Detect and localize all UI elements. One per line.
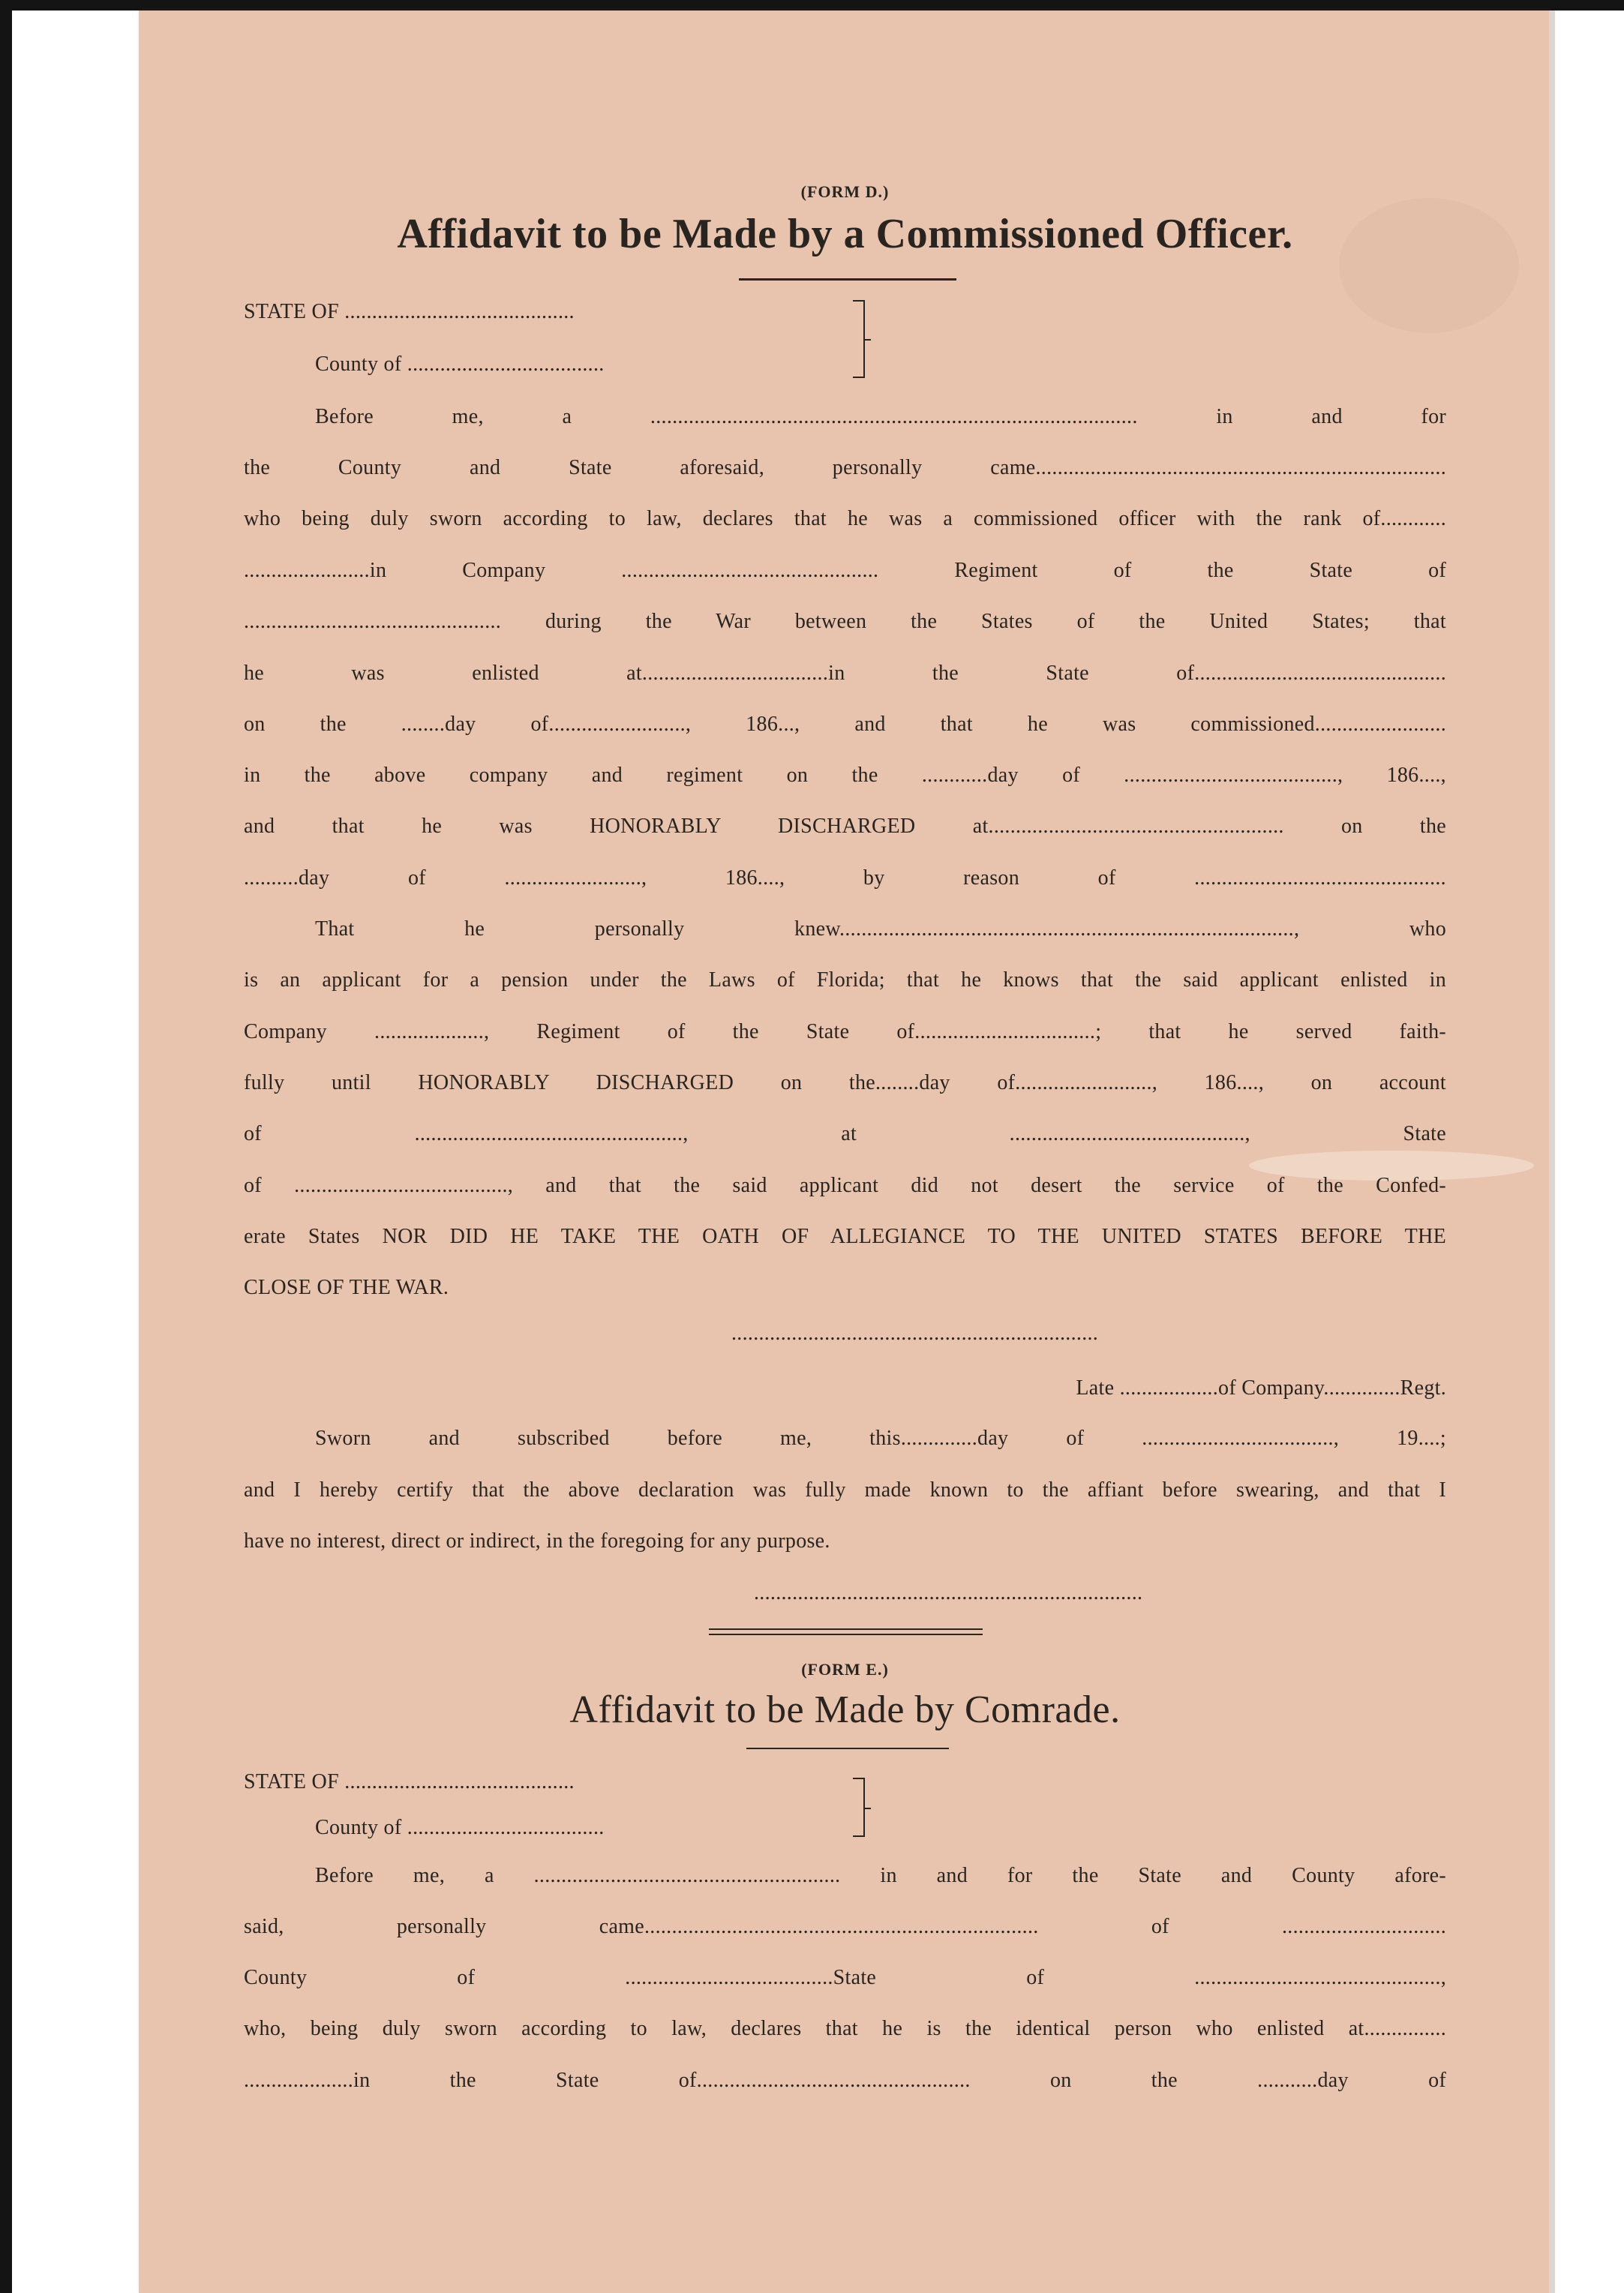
text-line: ..........day of ........................., 186...., by reason of .............................................. — [244, 866, 1446, 890]
text-line: the County and State aforesaid, personally came........................................................................... — [244, 456, 1446, 479]
late-of-company-line: Late ..................of Company..............Regt. — [1076, 1376, 1446, 1400]
section-divider — [709, 1628, 983, 1630]
text-line: on the ........day of........................., 186..., and that he was commissioned........................ — [244, 713, 1446, 736]
title-underline — [739, 278, 956, 281]
county-of-field: County of .................................... — [315, 353, 605, 376]
text-line: ............................................... during the War between the States of the United States; that — [244, 610, 1446, 633]
text-line: fully until HONORABLY DISCHARGED on the........day of........................., 186...., on account — [244, 1071, 1446, 1094]
text-line: .......................in Company ............................................... Regiment of the State of — [244, 559, 1446, 582]
section-divider — [709, 1634, 983, 1635]
form-d-tag: (FORM D.) — [800, 182, 890, 201]
scan-left-border — [0, 0, 12, 2293]
text-line: and that he was HONORABLY DISCHARGED at...................................................... on the — [244, 815, 1446, 838]
text-line: County of ......................................State of ............................................., — [244, 1966, 1446, 1989]
text-line: is an applicant for a pension under the Laws of Florida; that he knows that the said applicant enlisted in — [244, 968, 1446, 992]
text-line: Company ...................., Regiment of the State of.................................; that he served faith- — [244, 1020, 1446, 1043]
text-line: erate States NOR DID HE TAKE THE OATH OF ALLEGIANCE TO THE UNITED STATES BEFORE THE — [244, 1225, 1446, 1248]
venue-brace — [853, 1778, 865, 1837]
text-line: of ................................................., at ..........................................., State — [244, 1122, 1446, 1145]
text-line: That he personally knew..................................................................................., who — [315, 917, 1446, 941]
officer-signature-line: ....................................................................... — [754, 1581, 1143, 1604]
county-of-field: County of .................................... — [315, 1816, 605, 1839]
text-line: he was enlisted at..................................in the State of.............................................. — [244, 662, 1446, 685]
scan-top-border — [0, 0, 1624, 11]
state-of-field: STATE OF .......................................... — [244, 300, 575, 323]
text-line: said, personally came........................................................................ of .............................. — [244, 1915, 1446, 1938]
text-line: of ......................................., and that the said applicant did not desert the service of the Confed- — [244, 1174, 1446, 1197]
sworn-line: Sworn and subscribed before me, this..............day of ..................................., 19....; — [315, 1427, 1446, 1450]
sworn-line: have no interest, direct or indirect, in the foregoing for any purpose. — [244, 1529, 830, 1553]
form-e-tag: (FORM E.) — [801, 1660, 889, 1679]
form-d-title: Affidavit to be Made by a Commissioned Officer. — [397, 211, 1293, 257]
sworn-line: and I hereby certify that the above declaration was fully made known to the affiant before swearing, and that I — [244, 1478, 1446, 1502]
text-line: Before me, a ......................................................................................... in and for — [315, 405, 1446, 428]
text-line: who being duly sworn according to law, declares that he was a commissioned officer with the rank of............ — [244, 507, 1446, 530]
title-underline — [746, 1748, 949, 1749]
text-line: in the above company and regiment on the ............day of ......................................., 186...., — [244, 764, 1446, 787]
text-line: CLOSE OF THE WAR. — [244, 1276, 449, 1299]
venue-brace — [853, 300, 865, 378]
page-edge — [1549, 11, 1555, 2293]
form-e-title: Affidavit to be Made by Comrade. — [569, 1688, 1121, 1731]
text-line: ....................in the State of.................................................. on the ...........day of — [244, 2069, 1446, 2092]
affiant-signature-line: ................................................................... — [731, 1322, 1099, 1345]
text-line: who, being duly sworn according to law, declares that he is the identical person who enlisted at............... — [244, 2017, 1446, 2040]
text-line: Before me, a ........................................................ in and for the State and County afore- — [315, 1864, 1446, 1887]
state-of-field: STATE OF .......................................... — [244, 1770, 575, 1793]
